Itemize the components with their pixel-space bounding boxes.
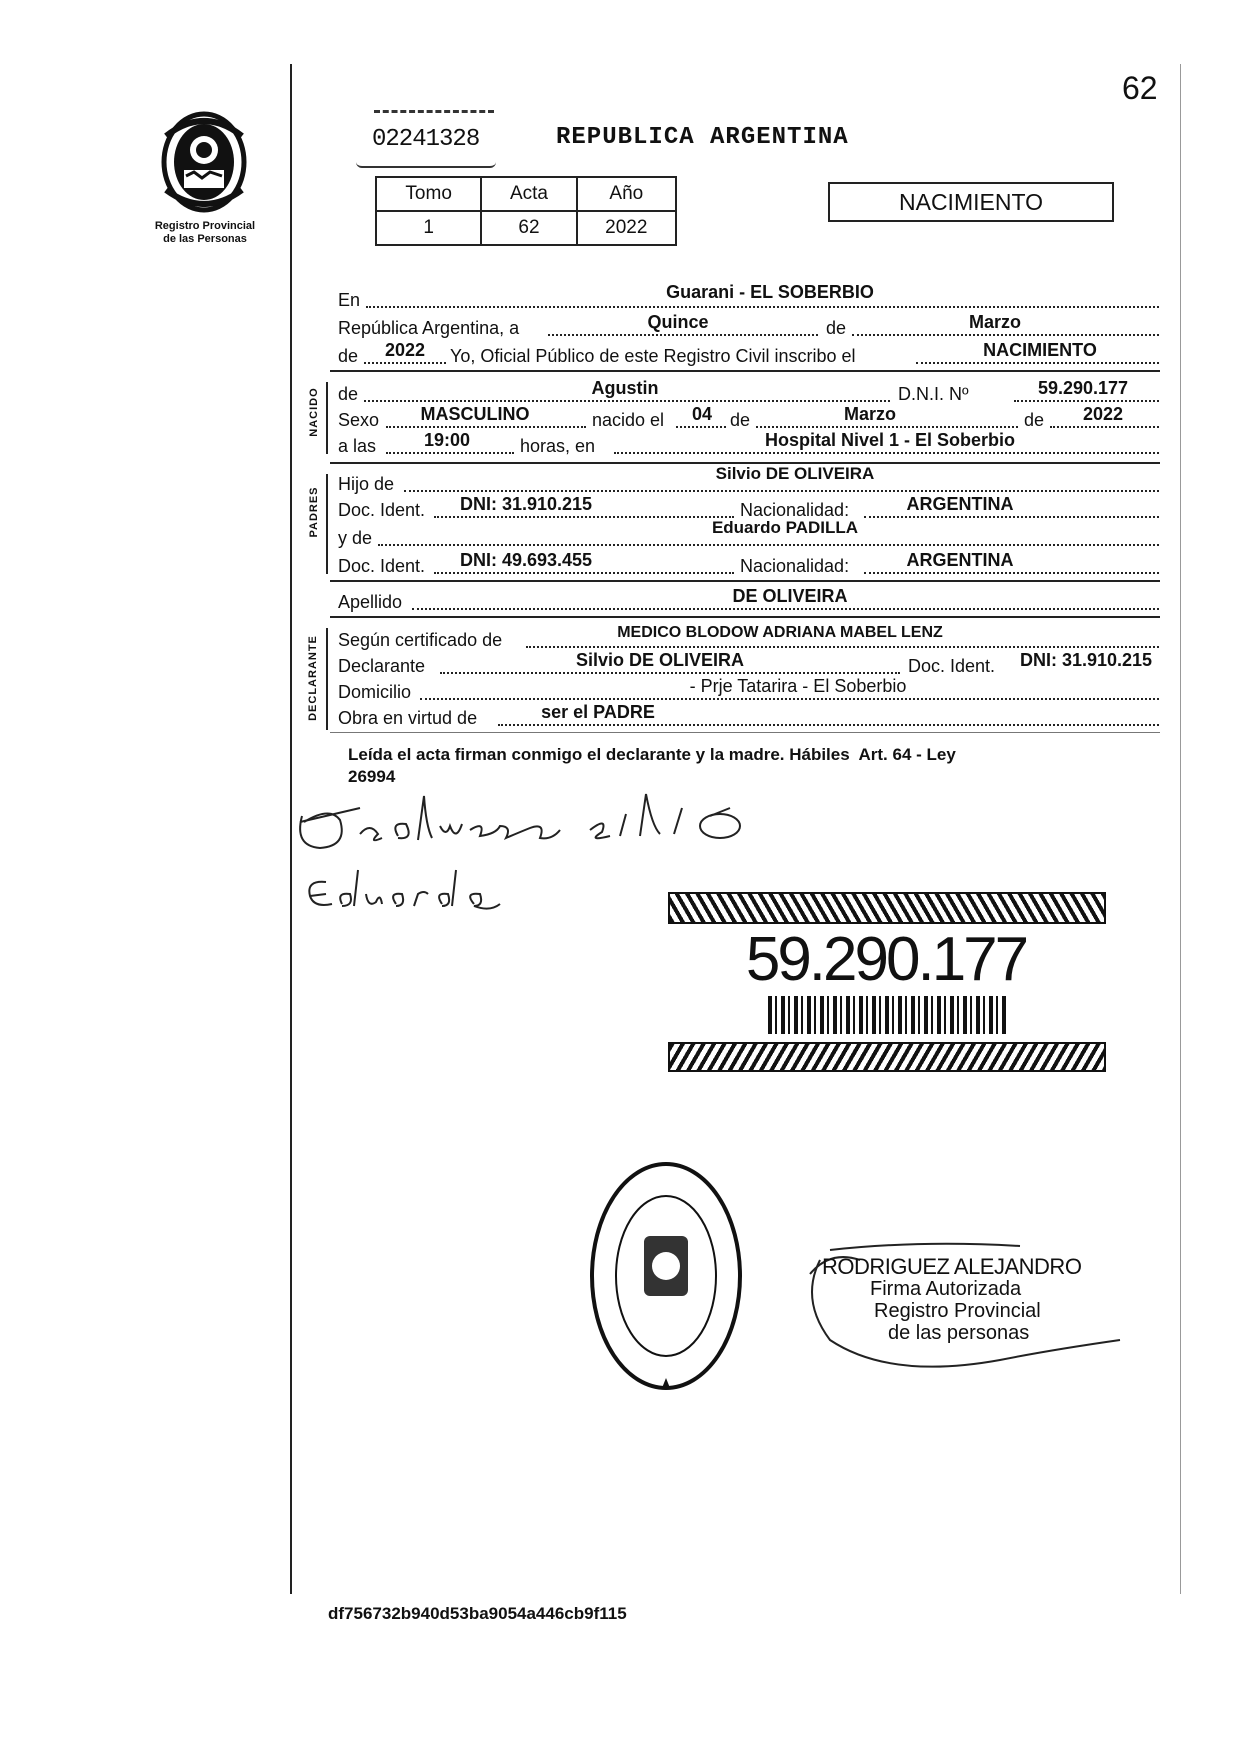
- alas-label: a las: [338, 436, 377, 456]
- birth-year-dots: [1050, 426, 1159, 428]
- obra-reason: ser el PADRE: [541, 702, 655, 722]
- serial-value: 02241328: [372, 126, 480, 153]
- obra-label: Obra en virtud de: [338, 708, 478, 728]
- round-seal: [586, 1156, 746, 1396]
- declarant-name: Silvio DE OLIVEIRA: [575, 650, 745, 670]
- signature-mother-drawing: [296, 862, 516, 932]
- father-nationality: ARGENTINA: [906, 494, 1014, 514]
- cert-label: Según certificado de: [338, 630, 503, 650]
- header-anio: Año: [577, 177, 676, 211]
- certifying-doctor: MEDICO BLODOW ADRIANA MABEL LENZ: [617, 624, 943, 641]
- right-margin-line: [1180, 64, 1181, 1594]
- signature-declarant-drawing: [290, 786, 820, 866]
- misiones-shield-icon: [152, 106, 256, 218]
- declarant-doc-label: Doc. Ident.: [908, 656, 996, 676]
- address: - Prje Tatarira - El Soberbio: [689, 676, 907, 696]
- hospital-dots: [614, 452, 1159, 454]
- mother-doc: DNI: 49.693.455: [459, 550, 593, 570]
- logo-caption: [130, 220, 280, 246]
- declarante-dots: [440, 672, 900, 674]
- child-name: Agustin: [591, 378, 659, 398]
- authorized-line1: Firma Autorizada: [870, 1278, 1022, 1300]
- republica-label: República Argentina, a: [338, 318, 520, 338]
- intro-year: 2022: [384, 340, 426, 360]
- y-de-label: y de: [338, 528, 373, 548]
- child-dni: 59.290.177: [1037, 378, 1129, 398]
- authorized-line3: de las personas: [888, 1322, 1030, 1344]
- serial-number: [372, 126, 479, 153]
- sexo-label: Sexo: [338, 410, 380, 430]
- section-label-nacido: NACIDO: [308, 387, 320, 437]
- mother-doc-dots: [434, 572, 734, 574]
- father-nac-label: Nacionalidad:: [740, 500, 850, 520]
- sexo-dots: [386, 426, 586, 428]
- en-label: En: [338, 290, 361, 310]
- nacido-de-label: de: [338, 384, 359, 404]
- province-logo: [152, 106, 256, 218]
- child-sex: MASCULINO: [420, 404, 530, 424]
- dni-label: D.N.I. Nº: [898, 384, 969, 404]
- value-tomo: 1: [376, 211, 481, 245]
- birth-place-city: Guarani - EL SOBERBIO: [666, 282, 874, 302]
- mother-nac-label: Nacionalidad:: [740, 556, 850, 576]
- value-acta: 62: [481, 211, 576, 245]
- record-type: NACIMIENTO: [899, 189, 1043, 215]
- declarant-doc: DNI: 31.910.215: [1019, 650, 1153, 670]
- birth-year: 2022: [1082, 404, 1124, 424]
- mother-nac-dots: [864, 572, 1159, 574]
- year-dots: [364, 362, 446, 364]
- registry-seal-icon: [586, 1156, 746, 1396]
- document-hash: df756732b940d53ba9054a446cb9f115: [328, 1604, 627, 1623]
- padres-bracket: [326, 474, 328, 574]
- month-dots: [852, 334, 1159, 336]
- de-year-label: de: [338, 346, 359, 366]
- father-dots: [404, 490, 1159, 492]
- dni-stamp: [668, 892, 1106, 1072]
- record-type-box: [828, 182, 1114, 222]
- record-table: [375, 176, 677, 246]
- declarante-bracket: [326, 628, 328, 730]
- en-dots: [366, 306, 1159, 308]
- inscribo-label: Yo, Oficial Público de este Registro Civil inscribo el: [450, 346, 856, 366]
- authorized-name: RODRIGUEZ ALEJANDRO: [822, 1254, 1082, 1279]
- value-anio: 2022: [577, 211, 676, 245]
- header-tomo: Tomo: [376, 177, 481, 211]
- domicilio-dots: [420, 698, 1159, 700]
- signature-mother: [296, 862, 516, 932]
- section-divider-3: [330, 580, 1160, 582]
- header-acta: Acta: [481, 177, 576, 211]
- serial-top-dashes: [374, 110, 494, 117]
- mother-doc-label: Doc. Ident.: [338, 556, 426, 576]
- mother-name: Eduardo PADILLA: [711, 518, 859, 537]
- mother-dots: [378, 544, 1159, 546]
- birth-hour: 19:00: [423, 430, 471, 450]
- horas-en-label: horas, en: [520, 436, 596, 456]
- domicilio-label: Domicilio: [338, 682, 412, 702]
- stamp-barcode: [768, 996, 1008, 1034]
- closing-line-1: Leída el acta firman conmigo el declarante y la madre. Hábiles Art. 64 - Ley: [348, 745, 956, 764]
- authorized-line2: Registro Provincial: [874, 1300, 1041, 1322]
- stamp-number: 59.290.177: [745, 925, 1027, 994]
- hour-dots: [386, 452, 514, 454]
- logo-caption-line2: de las Personas: [163, 233, 247, 245]
- father-doc-label: Doc. Ident.: [338, 500, 426, 520]
- tipo-dots: [916, 362, 1159, 364]
- section-divider-4: [330, 616, 1160, 618]
- nacido-bracket: [326, 382, 328, 454]
- stamp-pattern-top: [668, 892, 1106, 924]
- cert-dots: [526, 646, 1159, 648]
- day-dots: [676, 426, 726, 428]
- declarante-label: Declarante: [338, 656, 426, 676]
- closing-line-2: 26994: [348, 767, 396, 786]
- intro-record-type: NACIMIENTO: [983, 340, 1097, 360]
- birth-day: 04: [691, 404, 713, 424]
- birth-month-dots: [756, 426, 1018, 428]
- apellido-dots: [412, 608, 1159, 610]
- intro-month: Marzo: [968, 312, 1021, 332]
- day-text: Quince: [647, 312, 709, 332]
- hijo-de-label: Hijo de: [338, 474, 395, 494]
- birth-hospital: Hospital Nivel 1 - El Soberbio: [764, 430, 1016, 450]
- section-label-padres: PADRES: [308, 486, 320, 538]
- surname: DE OLIVEIRA: [732, 586, 848, 606]
- republica-de-label: de: [826, 318, 847, 338]
- apellido-label: Apellido: [338, 592, 403, 612]
- birth-month: Marzo: [843, 404, 896, 424]
- stamp-pattern-bottom: [668, 1042, 1106, 1072]
- nacido-de-label-3: de: [1024, 410, 1045, 430]
- closing-text: [348, 744, 1148, 788]
- father-doc: DNI: 31.910.215: [459, 494, 593, 514]
- obra-dots: [498, 724, 1159, 726]
- section-divider-5: [330, 732, 1160, 733]
- section-divider-1: [330, 370, 1160, 372]
- country-title: REPUBLICA ARGENTINA: [556, 124, 849, 151]
- nacido-name-dots: [364, 400, 890, 402]
- father-nac-dots: [864, 516, 1159, 518]
- serial-underline: [356, 162, 496, 168]
- nacido-el-label: nacido el: [592, 410, 665, 430]
- father-name: Silvio DE OLIVEIRA: [715, 464, 875, 483]
- dni-dots: [1014, 400, 1159, 402]
- mother-nationality: ARGENTINA: [906, 550, 1014, 570]
- republica-dots: [548, 334, 818, 336]
- signature-declarant: [290, 786, 820, 866]
- logo-caption-line1: Registro Provincial: [154, 220, 256, 232]
- authorized-signature: [800, 1240, 1130, 1370]
- page-number: 62: [1122, 70, 1158, 106]
- nacido-de-label-2: de: [730, 410, 751, 430]
- section-label-declarante: DECLARANTE: [307, 635, 319, 721]
